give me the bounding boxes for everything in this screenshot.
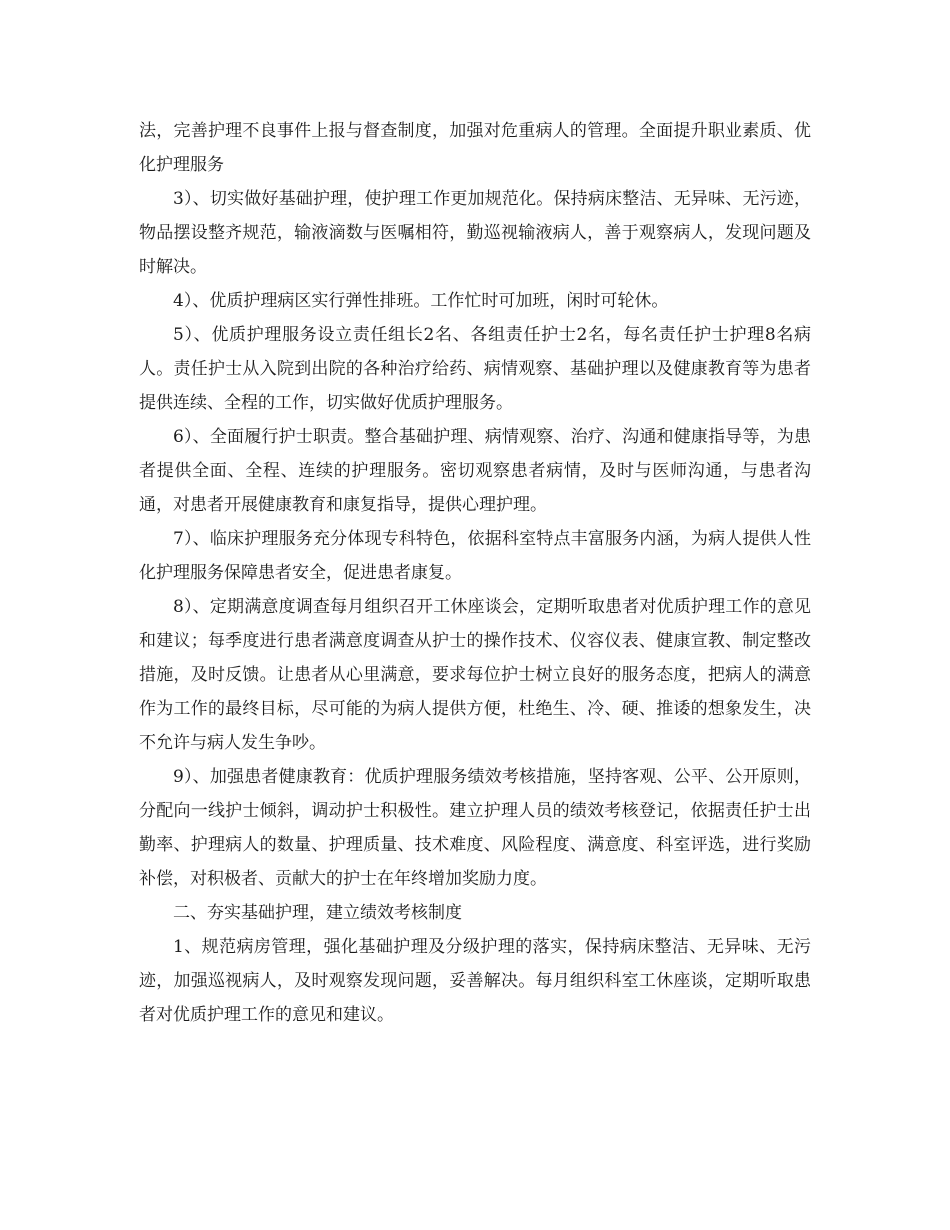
paragraph-item-5: 5）、优质护理服务设立责任组长2名、各组责任护士2名，每名责任护士护理8名病人。责任护士从入院到出院的各种治疗给药、病情观察、基础护理以及健康教育等为患者提供连续、全程的工作，切实做好优质护理服务。	[139, 325, 811, 413]
paragraph-item-9: 9）、加强患者健康教育：优质护理服务绩效考核措施，坚持客观、公平、公开原则，分配向一线护士倾斜，调动护士积极性。建立护理人员的绩效考核登记，依据责任护士出勤率、护理病人的数量、护理质量、技术难度、风险程度、满意度、科室评选，进行奖励补偿，对积极者、贡献大的护士在年终增加奖励力度。	[139, 767, 811, 889]
paragraph-item-4: 4）、优质护理病区实行弹性排班。工作忙时可加班，闲时可轮休。	[173, 291, 669, 311]
paragraph-continuation: 法，完善护理不良事件上报与督查制度，加强对危重病人的管理。全面提升职业素质、优化护理服务	[139, 121, 811, 175]
paragraph-item-3: 3）、切实做好基础护理，使护理工作更加规范化。保持病床整洁、无异味、无污迹，物品摆设整齐规范，输液滴数与医嘱相符，勤巡视输液病人，善于观察病人，发现问题及时解决。	[139, 189, 811, 277]
document-body	[139, 114, 811, 1032]
paragraph-section-2-item-1: 1、规范病房管理，强化基础护理及分级护理的落实，保持病床整洁、无异味、无污迹，加强巡视病人，及时观察发现问题，妥善解决。每月组织科室工休座谈，定期听取患者对优质护理工作的意见和建议。	[139, 937, 811, 1025]
paragraph-item-6: 6）、全面履行护士职责。整合基础护理、病情观察、治疗、沟通和健康指导等，为患者提供全面、全程、连续的护理服务。密切观察患者病情，及时与医师沟通，与患者沟通，对患者开展健康教育和康复指导，提供心理护理。	[139, 427, 811, 515]
paragraph-item-8: 8）、定期满意度调查每月组织召开工休座谈会，定期听取患者对优质护理工作的意见和建议；每季度进行患者满意度调查从护士的操作技术、仪容仪表、健康宣教、制定整改措施，及时反馈。让患者从心里满意，要求每位护士树立良好的服务态度，把病人的满意作为工作的最终目标，尽可能的为病人提供方便，杜绝生、冷、硬、推诿的想象发生，决不允许与病人发生争吵。	[139, 597, 811, 753]
paragraph-item-7: 7）、临床护理服务充分体现专科特色，依据科室特点丰富服务内涵，为病人提供人性化护理服务保障患者安全，促进患者康复。	[139, 529, 811, 583]
section-heading-2: 二、夯实基础护理，建立绩效考核制度	[173, 903, 462, 923]
